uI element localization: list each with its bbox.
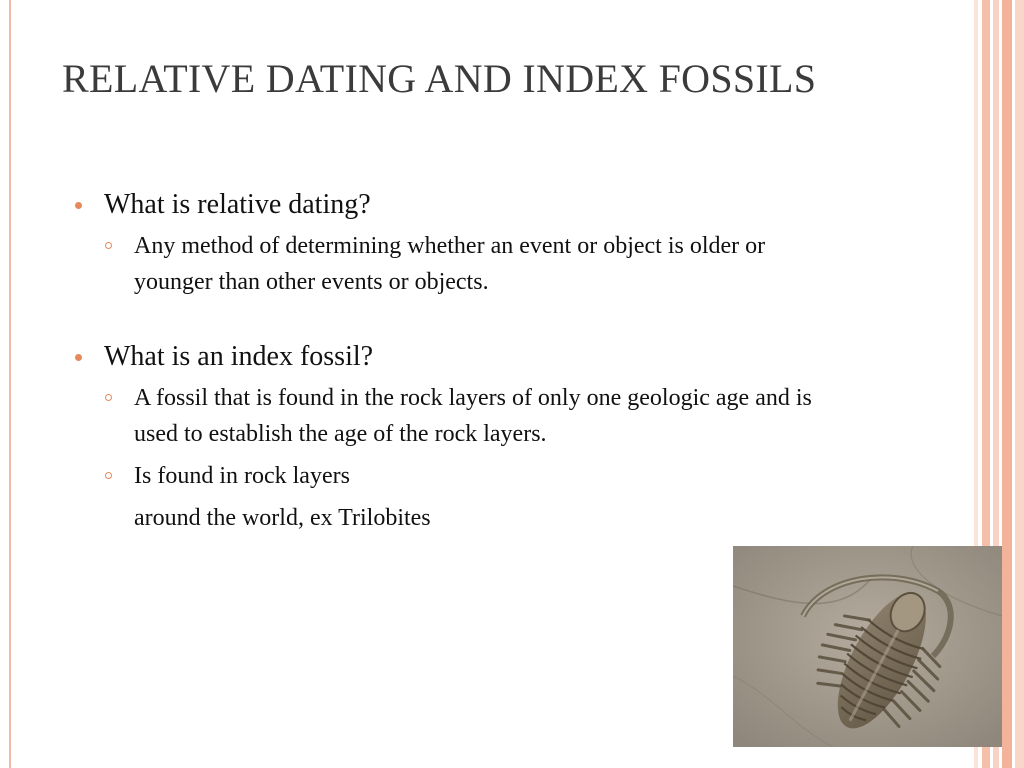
sub-bullet-item <box>75 228 835 300</box>
right-decor-stripe <box>1015 0 1024 768</box>
trilobite-fossil-icon <box>733 546 1002 747</box>
sub-bullet-ring-icon <box>105 394 112 401</box>
bullet-item <box>75 188 835 222</box>
bullet-text: What is an index fossil? <box>104 341 374 372</box>
bullet-dot-icon <box>75 354 82 361</box>
trilobite-fossil-image <box>733 546 1002 747</box>
sub-bullet-text: Is found in rock layers <box>134 463 350 489</box>
right-decor-stripe <box>1002 0 1012 768</box>
bullet-item <box>75 340 835 374</box>
sub-bullet-item <box>75 380 835 452</box>
sub-bullet-item <box>75 458 835 494</box>
slide-body <box>75 188 835 560</box>
bullet-dot-icon <box>75 202 82 209</box>
sub-bullet-ring-icon <box>105 472 112 479</box>
sub-bullet-text: Any method of determining whether an event or object is older or younger than other events or objects. <box>134 233 766 295</box>
sub-bullet-continuation: around the world, ex Trilobites <box>134 505 431 531</box>
bullet-text: What is relative dating? <box>104 189 371 220</box>
sub-bullet-ring-icon <box>105 242 112 249</box>
sub-bullet-text: A fossil that is found in the rock layers of only one geologic age and is used to establish the age of the rock layers. <box>134 385 812 447</box>
left-border-line <box>9 0 11 768</box>
slide-title: RELATIVE DATING AND INDEX FOSSILS <box>62 56 817 101</box>
